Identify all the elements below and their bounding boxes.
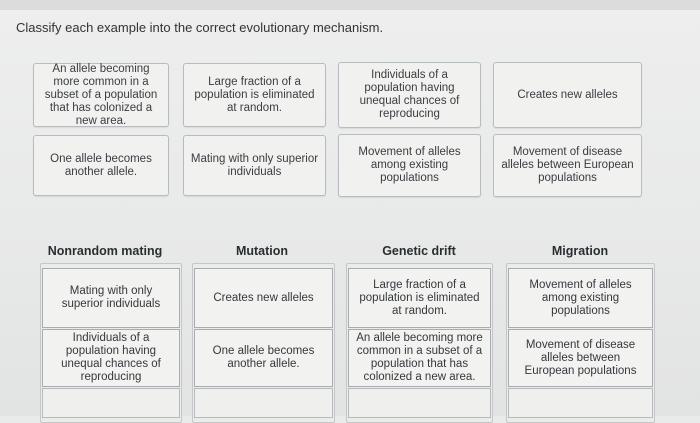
bank-card-6[interactable]: Mating with only superior individuals <box>183 135 326 196</box>
placed-item[interactable]: Large fraction of a population is eliminated at random. <box>348 268 491 328</box>
bank-card-2[interactable]: Large fraction of a population is eliminated at random. <box>183 63 326 127</box>
question-prompt: Classify each example into the correct evolutionary mechanism. <box>16 20 384 35</box>
placed-item[interactable]: Individuals of a population having unequal chances of reproducing <box>42 329 180 387</box>
placed-item[interactable]: One allele becomes another allele. <box>194 329 333 387</box>
bank-card-8[interactable]: Movement of disease alleles between European populations <box>493 134 642 197</box>
heading-mutation: Mutation <box>235 244 289 258</box>
empty-slot[interactable] <box>348 388 491 418</box>
empty-slot[interactable] <box>194 388 333 418</box>
bank-card-5[interactable]: One allele becomes another allele. <box>33 135 169 196</box>
bank-card-4[interactable]: Creates new alleles <box>493 62 642 128</box>
placed-item[interactable]: Creates new alleles <box>194 268 333 328</box>
empty-slot[interactable] <box>508 388 653 418</box>
bank-card-7[interactable]: Movement of alleles among existing populations <box>338 134 481 197</box>
heading-nonrandom-mating: Nonrandom mating <box>47 244 163 258</box>
placed-item[interactable]: Movement of alleles among existing populations <box>508 268 653 328</box>
placed-item[interactable]: Mating with only superior individuals <box>42 268 180 328</box>
placed-item[interactable]: An allele becoming more common in a subset of a population that has colonized a new area. <box>348 329 491 387</box>
bank-card-1[interactable]: An allele becoming more common in a subset of a population that has colonized a new area. <box>33 63 169 127</box>
placed-item[interactable]: Movement of disease alleles between European populations <box>508 329 653 387</box>
top-strip <box>0 0 700 10</box>
heading-migration: Migration <box>551 244 609 258</box>
bank-card-3[interactable]: Individuals of a population having unequal chances of reproducing <box>338 62 481 128</box>
empty-slot[interactable] <box>42 388 180 418</box>
heading-genetic-drift: Genetic drift <box>382 244 456 258</box>
